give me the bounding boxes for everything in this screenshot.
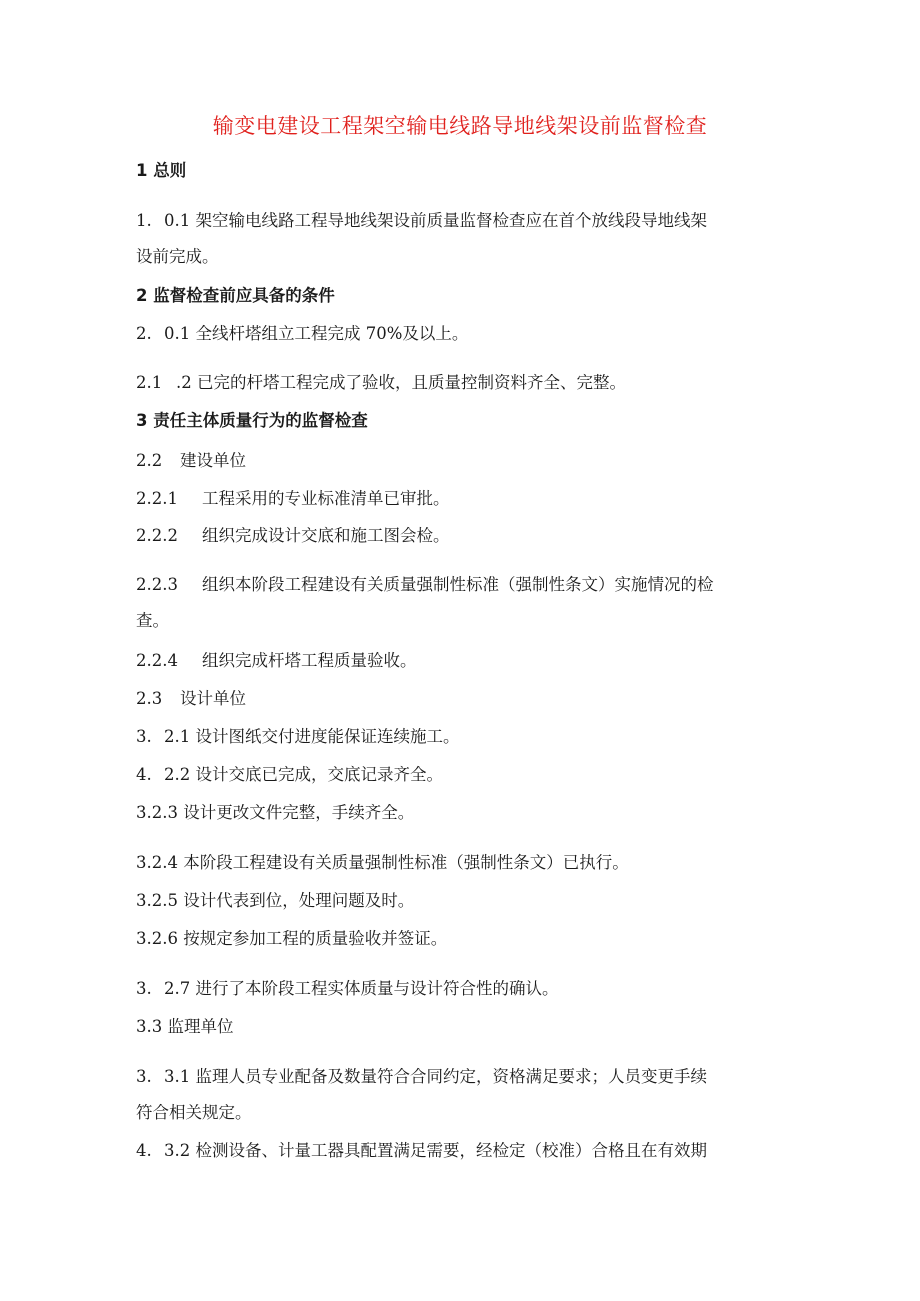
clause-line — [136, 726, 460, 748]
clause-line — [136, 650, 417, 672]
clause-text: .2 已完的杆塔工程完成了验收，且质量控制资料齐全、完整。 — [176, 373, 626, 392]
clause-line — [136, 210, 707, 232]
clause-line — [136, 372, 626, 394]
clause-line — [136, 525, 450, 547]
clause-line — [136, 1140, 707, 1162]
section-heading-text: 2 监督检查前应具备的条件 — [136, 286, 335, 305]
clause-text: 组织完成设计交底和施工图会检。 — [202, 526, 450, 545]
clause-line — [136, 574, 714, 596]
clause-text: 3.3 监理单位 — [136, 1017, 234, 1036]
subsection-heading — [136, 1016, 234, 1038]
clause-text: 2.2 设计交底已完成，交底记录齐全。 — [164, 765, 443, 784]
clause-number: 2. — [136, 324, 152, 343]
clause-text: 3.2.5 设计代表到位，处理问题及时。 — [136, 891, 415, 910]
clause-text: 0.1 架空输电线路工程导地线架设前质量监督检查应在首个放线段导地线架 — [164, 211, 707, 230]
section-heading-text: 1 总则 — [136, 161, 187, 180]
clause-text: 3.2.4 本阶段工程建设有关质量强制性标准（强制性条文）已执行。 — [136, 853, 629, 872]
clause-number: 2.2 — [136, 451, 163, 470]
section-heading-2 — [136, 285, 335, 307]
clause-number: 3. — [136, 979, 152, 998]
clause-number: 2.2.3 — [136, 575, 178, 594]
clause-line — [136, 1066, 707, 1088]
clause-number: 4. — [136, 765, 152, 784]
clause-text: 设计单位 — [180, 689, 246, 708]
clause-number: 3. — [136, 1067, 152, 1086]
clause-text: 建设单位 — [180, 451, 246, 470]
clause-continuation — [136, 610, 169, 632]
clause-line — [136, 488, 450, 510]
subsection-heading — [136, 450, 246, 472]
clause-line — [136, 978, 559, 1000]
clause-number: 1. — [136, 211, 152, 230]
clause-number: 2.2.2 — [136, 526, 178, 545]
clause-number: 2.3 — [136, 689, 163, 708]
clause-text: 3.2.6 按规定参加工程的质量验收并签证。 — [136, 929, 448, 948]
clause-text: 组织本阶段工程建设有关质量强制性标准（强制性条文）实施情况的检 — [202, 575, 714, 594]
clause-text: 查。 — [136, 611, 169, 630]
section-heading-3 — [136, 410, 368, 432]
clause-number: 2.2.4 — [136, 651, 178, 670]
clause-text: 3.2.3 设计更改文件完整，手续齐全。 — [136, 803, 415, 822]
clause-line — [136, 852, 629, 874]
clause-text: 工程采用的专业标准清单已审批。 — [202, 489, 450, 508]
section-heading-text: 3 责任主体质量行为的监督检查 — [136, 411, 368, 430]
clause-continuation — [136, 246, 219, 268]
clause-number: 2.2.1 — [136, 489, 178, 508]
clause-text: 2.1 设计图纸交付进度能保证连续施工。 — [164, 727, 460, 746]
clause-number: 3. — [136, 727, 152, 746]
clause-text: 组织完成杆塔工程质量验收。 — [202, 651, 417, 670]
clause-text: 符合相关规定。 — [136, 1103, 252, 1122]
clause-line — [136, 890, 414, 912]
document-title: 输变电建设工程架空输电线路导地线架设前监督检查 — [212, 114, 708, 138]
clause-text: 3.2 检测设备、计量工器具配置满足需要，经检定（校准）合格且在有效期 — [164, 1141, 707, 1160]
section-heading-1 — [136, 160, 186, 182]
clause-line — [136, 928, 447, 950]
clause-line — [136, 323, 468, 345]
subsection-heading — [136, 688, 246, 710]
clause-number: 4. — [136, 1141, 152, 1160]
clause-text: 设前完成。 — [136, 247, 219, 266]
clause-line — [136, 764, 443, 786]
clause-text: 3.1 监理人员专业配备及数量符合合同约定，资格满足要求；人员变更手续 — [164, 1067, 707, 1086]
clause-text: 0.1 全线杆塔组立工程完成 70%及以上。 — [164, 324, 469, 343]
clause-number: 2.1 — [136, 373, 163, 392]
clause-text: 2.7 进行了本阶段工程实体质量与设计符合性的确认。 — [164, 979, 559, 998]
clause-line — [136, 802, 414, 824]
clause-continuation — [136, 1102, 252, 1124]
